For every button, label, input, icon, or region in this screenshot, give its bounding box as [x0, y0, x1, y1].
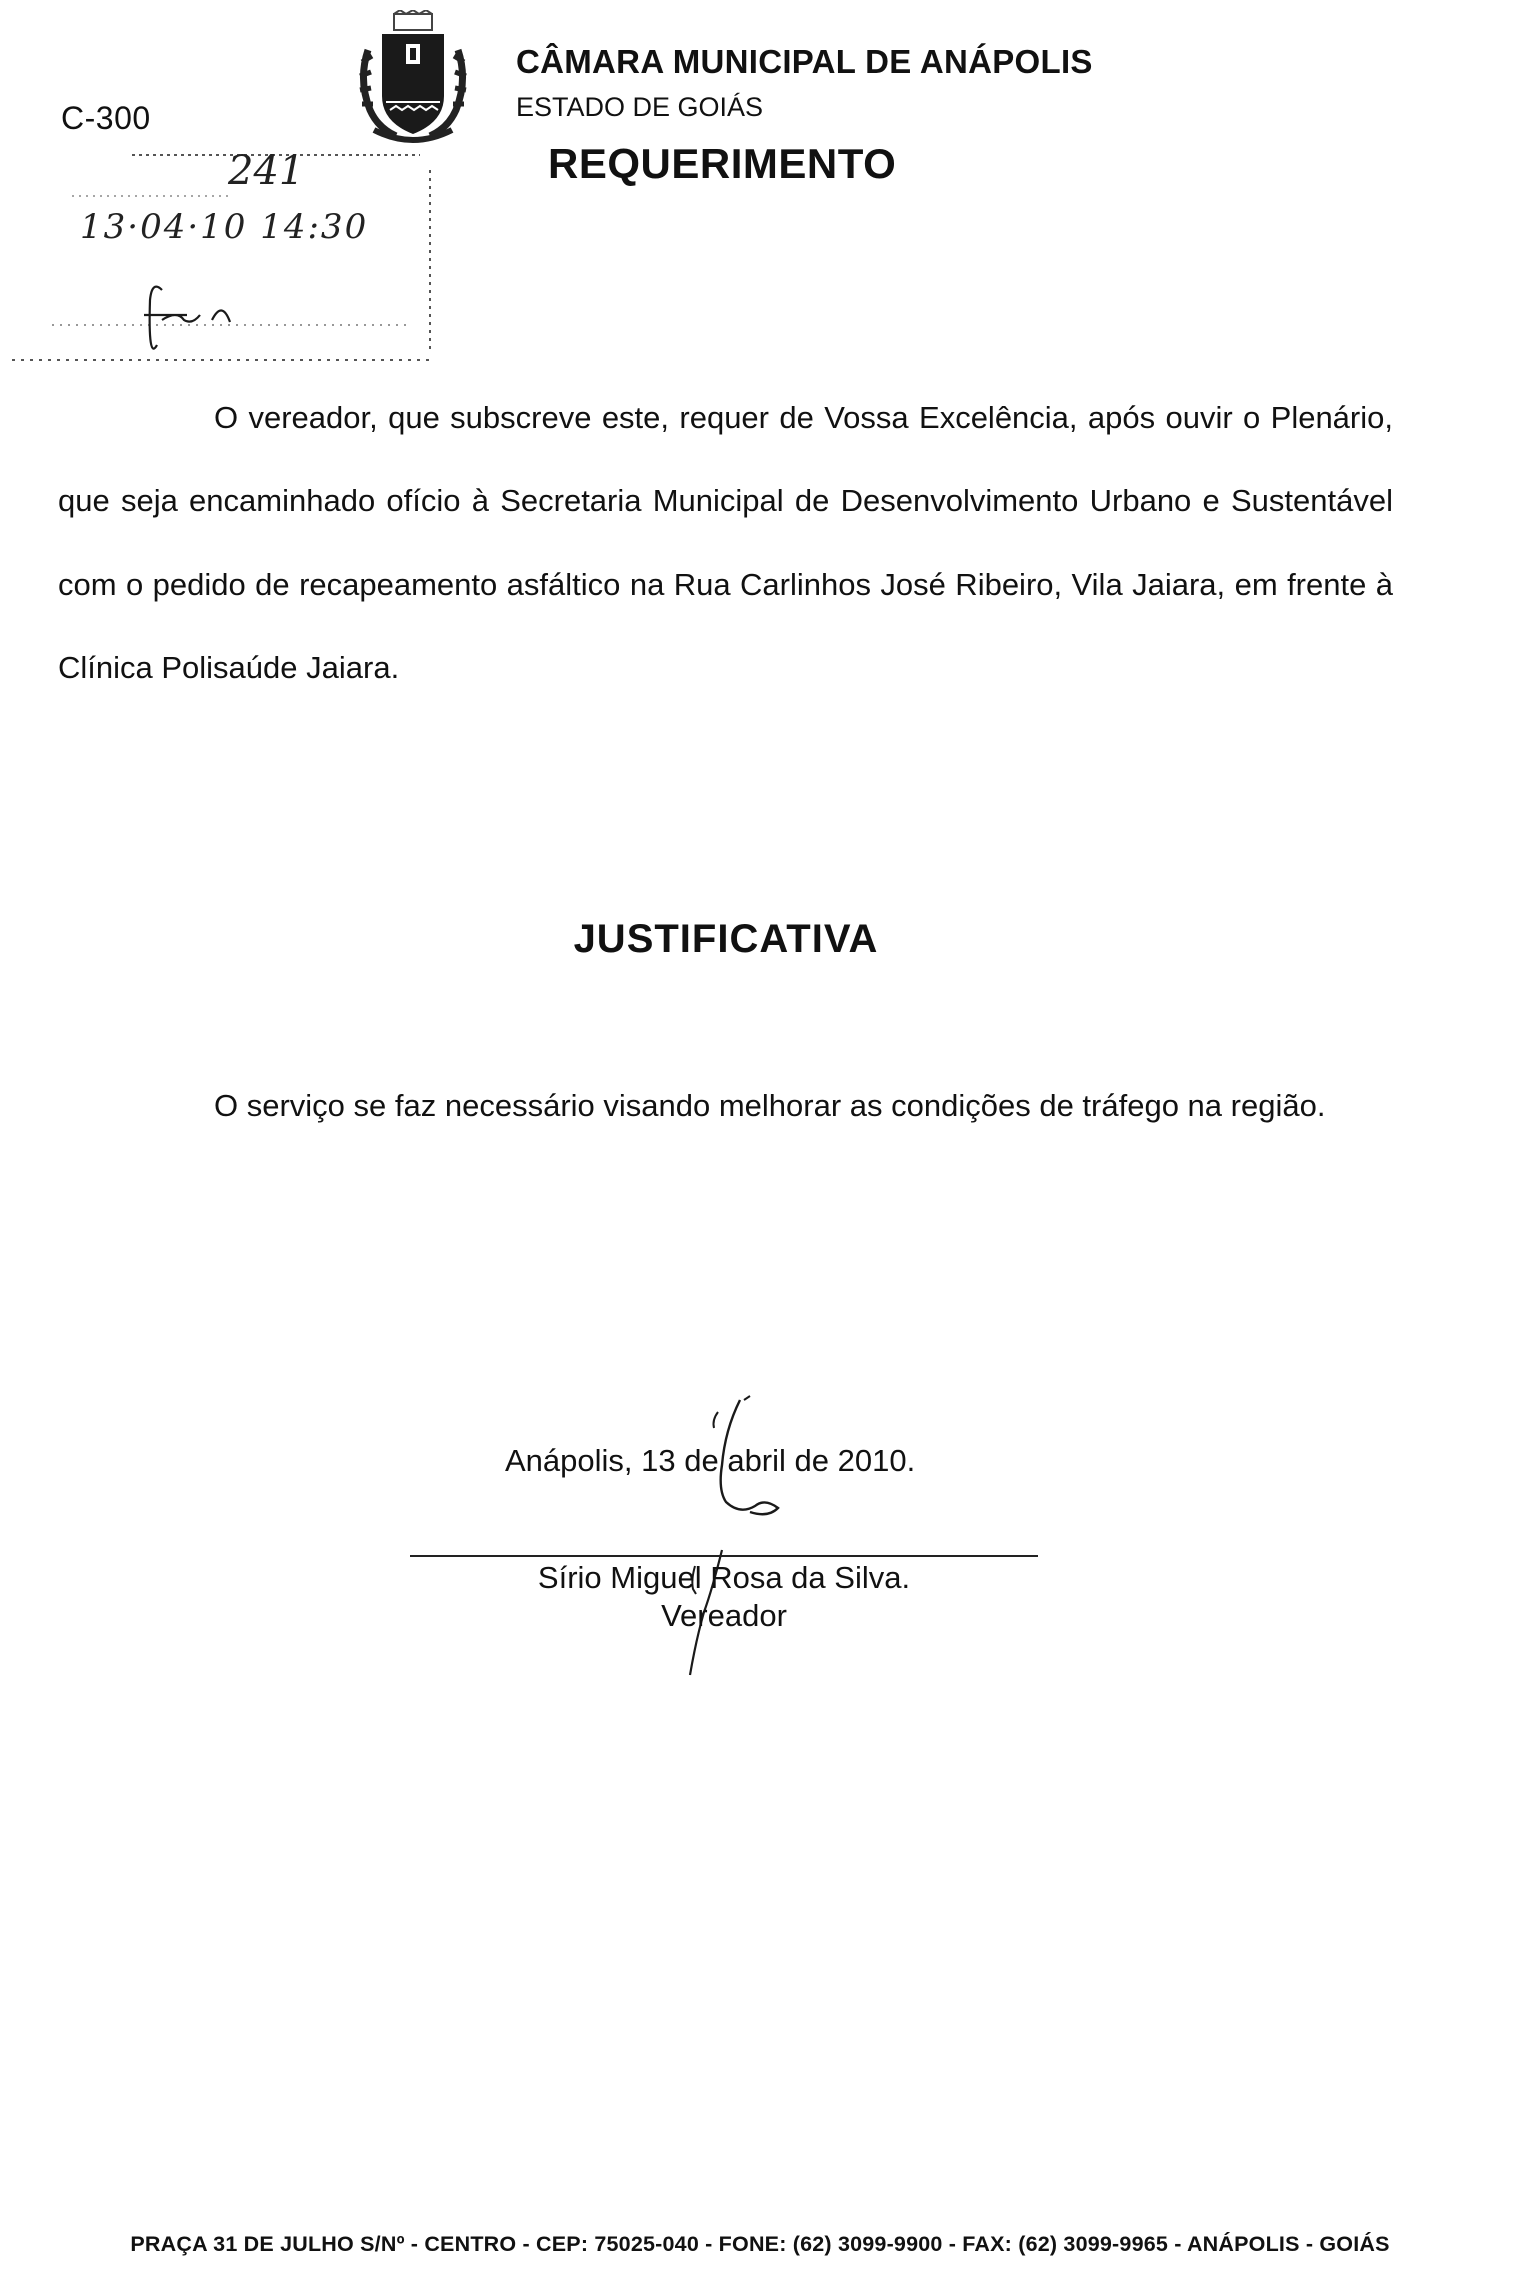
- justification-paragraph: O serviço se faz necessário visando melhorar as condições de tráfego na região.: [214, 1088, 1326, 1123]
- justification-heading: JUSTIFICATIVA: [573, 917, 879, 961]
- document-code: C-300: [61, 100, 151, 136]
- coat-of-arms-icon: [348, 10, 478, 150]
- protocol-number: 241: [228, 148, 305, 194]
- signatory-name: Sírio Miguel Rosa da Silva.: [537, 1560, 911, 1595]
- signatory-role: Vereador: [661, 1598, 787, 1633]
- footer-address: PRAÇA 31 DE JULHO S/Nº - CENTRO - CEP: 75025-040 - FONE: (62) 3099-9900 - FAX: (62) 3099-9965 - ANÁPOLIS - GOIÁS: [130, 2232, 1390, 2256]
- document-type-heading: REQUERIMENTO: [548, 140, 897, 187]
- initials-signature-icon: [144, 287, 230, 349]
- protocol-datetime: 13·04·10 14:30: [80, 207, 369, 247]
- handwritten-signature-icon: [600, 1380, 860, 1690]
- date-line: Anápolis, 13 de abril de 2010.: [505, 1443, 916, 1478]
- signature-line: [410, 1555, 1038, 1557]
- protocol-stamp: [12, 150, 442, 365]
- institution-subtitle: ESTADO DE GOIÁS: [516, 92, 764, 122]
- request-paragraph: O vereador, que subscreve este, requer de Vossa Excelência, após ouvir o Plenário, que seja encaminhado ofício à Secretaria Municipal de Desenvolvimento Urbano e Sustentável com o pedido de recapeamento asfáltico na Rua Carlinhos José Ribeiro, Vila Jaiara, em frente à Clínica Polisaúde Jaiara.: [58, 400, 1393, 685]
- institution-title: CÂMARA MUNICIPAL DE ANÁPOLIS: [516, 43, 1093, 80]
